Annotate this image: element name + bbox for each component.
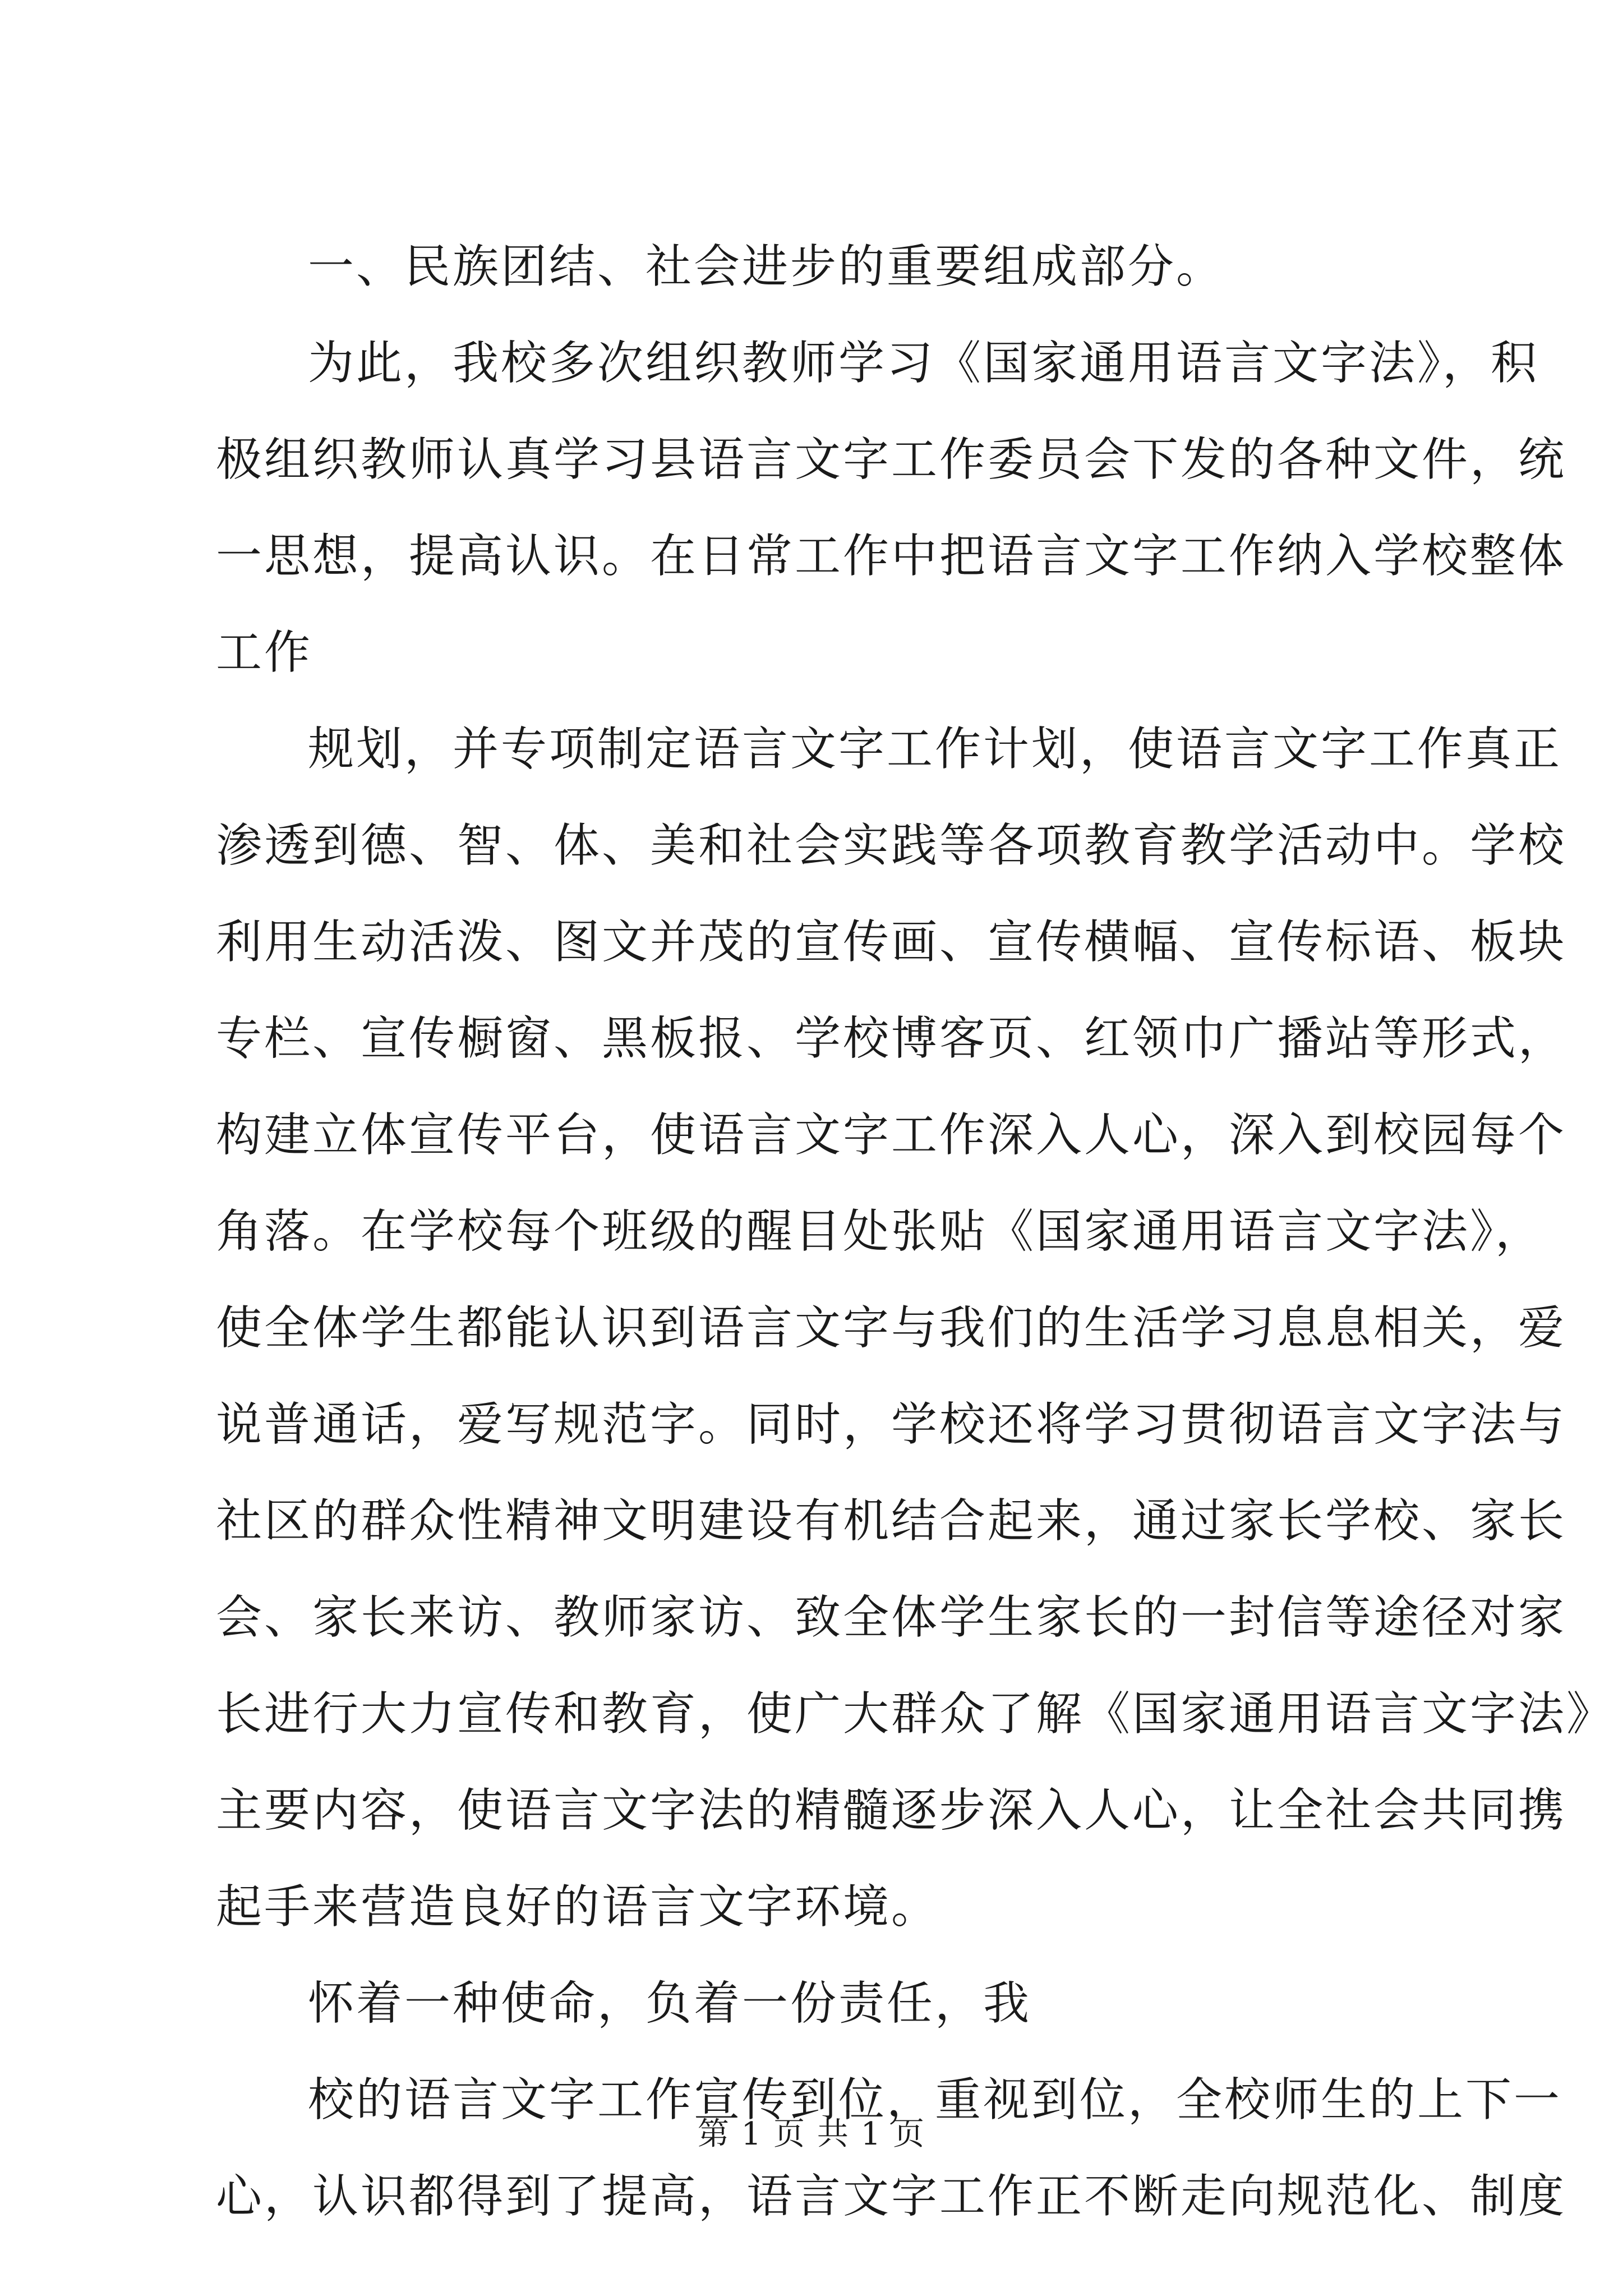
text-line: 怀着一种使命，负着一份责任，我 [308, 1977, 1032, 2030]
text-line: 构建立体宣传平台，使语言文字工作深入人心，深入到校园每个 [216, 1108, 1567, 1162]
text-line: 说普通话，爱写规范字。同时，学校还将学习贯彻语言文字法与 [216, 1398, 1567, 1451]
text-line: 工作 [216, 626, 313, 679]
text-line: 一、民族团结、社会进步的重要组成部分。 [308, 240, 1225, 293]
page-footer: 第 1 页 共 1 页 [697, 2116, 926, 2152]
text-line: 长进行大力宣传和教育，使广大群众了解《国家通用语言文字法》 [216, 1687, 1615, 1741]
text-line: 角落。在学校每个班级的醒目处张贴《国家通用语言文字法》， [216, 1205, 1544, 1258]
text-line: 会、家长来访、教师家访、致全体学生家长的一封信等途径对家 [216, 1591, 1567, 1644]
text-line: 起手来营造良好的语言文字环境。 [216, 1880, 940, 1934]
text-line: 主要内容，使语言文字法的精髓逐步深入人心，让全社会共同携 [216, 1784, 1567, 1837]
text-line: 心，认识都得到了提高，语言文字工作正不断走向规范化、制度 [216, 2170, 1567, 2223]
text-line: 使全体学生都能认识到语言文字与我们的生活学习息息相关，爱 [216, 1301, 1567, 1355]
document-body [216, 219, 1615, 2245]
text-line: 极组织教师认真学习县语言文字工作委员会下发的各种文件，统 [216, 433, 1567, 486]
text-line: 一思想，提高认识。在日常工作中把语言文字工作纳入学校整体 [216, 530, 1567, 583]
text-line: 渗透到德、智、体、美和社会实践等各项教育教学活动中。学校 [216, 819, 1567, 872]
text-line: 校的语言文字工作宣传到位，重视到位，全校师生的上下一 [308, 2073, 1562, 2127]
text-line: 专栏、宣传橱窗、黑板报、学校博客页、红领巾广播站等形式， [216, 1012, 1567, 1065]
text-line: 为此，我校多次组织教师学习《国家通用语言文字法》，积 [308, 337, 1539, 390]
text-line: 利用生动活泼、图文并茂的宣传画、宣传横幅、宣传标语、板块 [216, 915, 1567, 969]
text-line: 社区的群众性精神文明建设有机结合起来，通过家长学校、家长 [216, 1494, 1567, 1548]
text-line: 规划，并专项制定语言文字工作计划，使语言文字工作真正 [308, 723, 1562, 776]
